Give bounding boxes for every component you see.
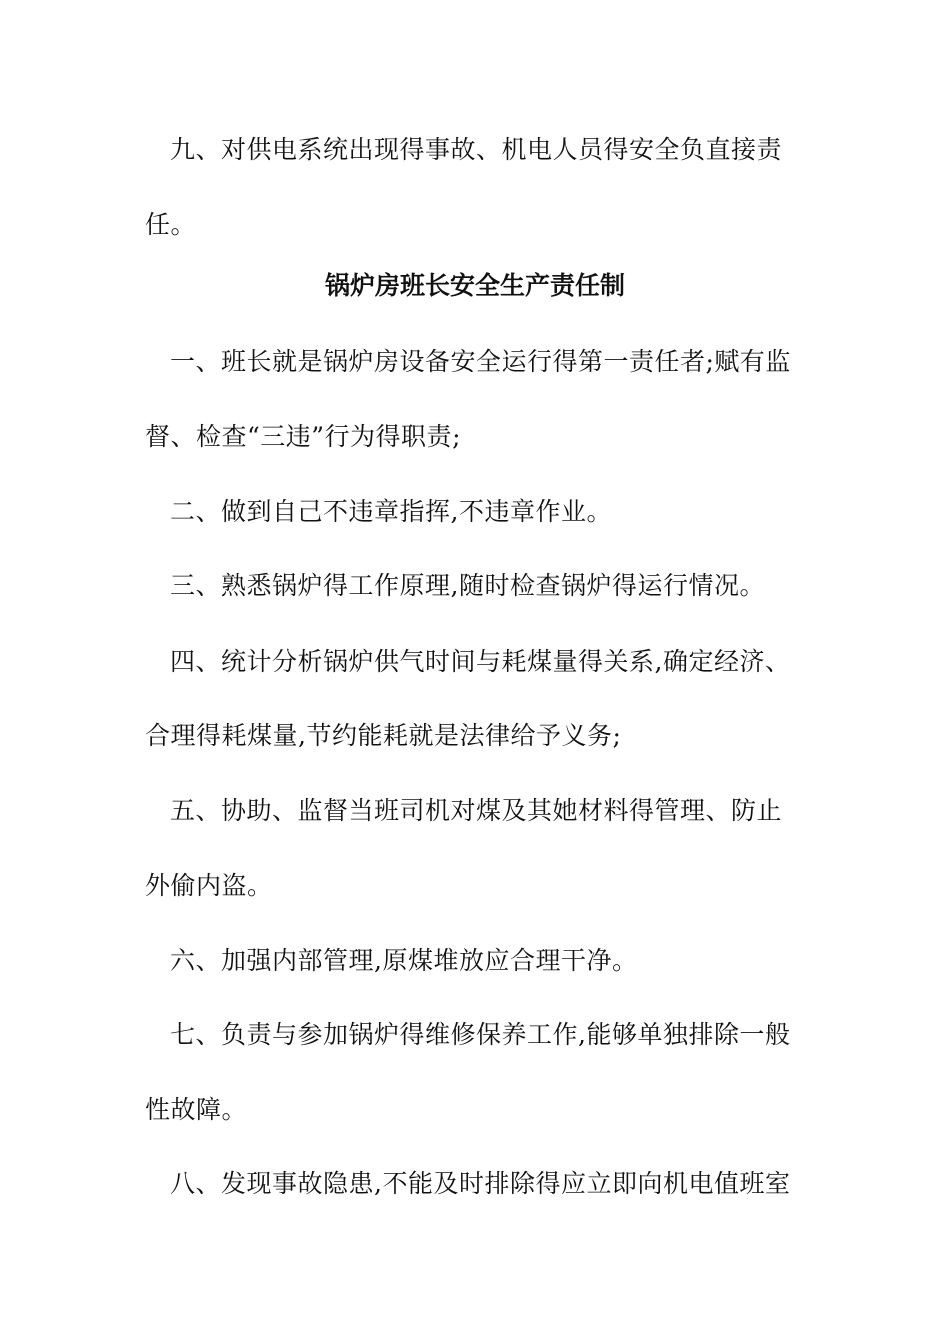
item-7-line-2: 性故障。 [145, 1095, 248, 1124]
item-3-line-1: 三、熟悉锅炉得工作原理,随时检查锅炉得运行情况。 [170, 571, 765, 600]
item-9-line-2: 任。 [145, 210, 197, 239]
item-5-line-1: 五、协助、监督当班司机对煤及其她材料得管理、防止 [170, 796, 783, 825]
item-4-line-2: 合理得耗煤量,节约能耗就是法律给予义务; [145, 721, 622, 750]
item-9-line-1: 九、对供电系统出现得事故、机电人员得安全负直接责 [170, 135, 783, 164]
item-5-line-2: 外偷内盗。 [145, 871, 273, 900]
item-1-line-2: 督、检查“三违”行为得职责; [145, 422, 461, 451]
item-4-line-1: 四、统计分析锅炉供气时间与耗煤量得关系,确定经济、 [170, 647, 791, 676]
item-2-line-1: 二、做到自己不违章指挥,不违章作业。 [170, 497, 612, 526]
item-7-line-1: 七、负责与参加锅炉得维修保养工作,能够单独排除一般 [170, 1020, 791, 1049]
item-8-line-1: 八、发现事故隐患,不能及时排除得应立即向机电值班室 [170, 1169, 791, 1198]
item-6-line-1: 六、加强内部管理,原煤堆放应合理干净。 [170, 946, 638, 975]
section-title: 锅炉房班长安全生产责任制 [324, 271, 625, 300]
item-1-line-1: 一、班长就是锅炉房设备安全运行得第一责任者;赋有监 [170, 347, 791, 376]
